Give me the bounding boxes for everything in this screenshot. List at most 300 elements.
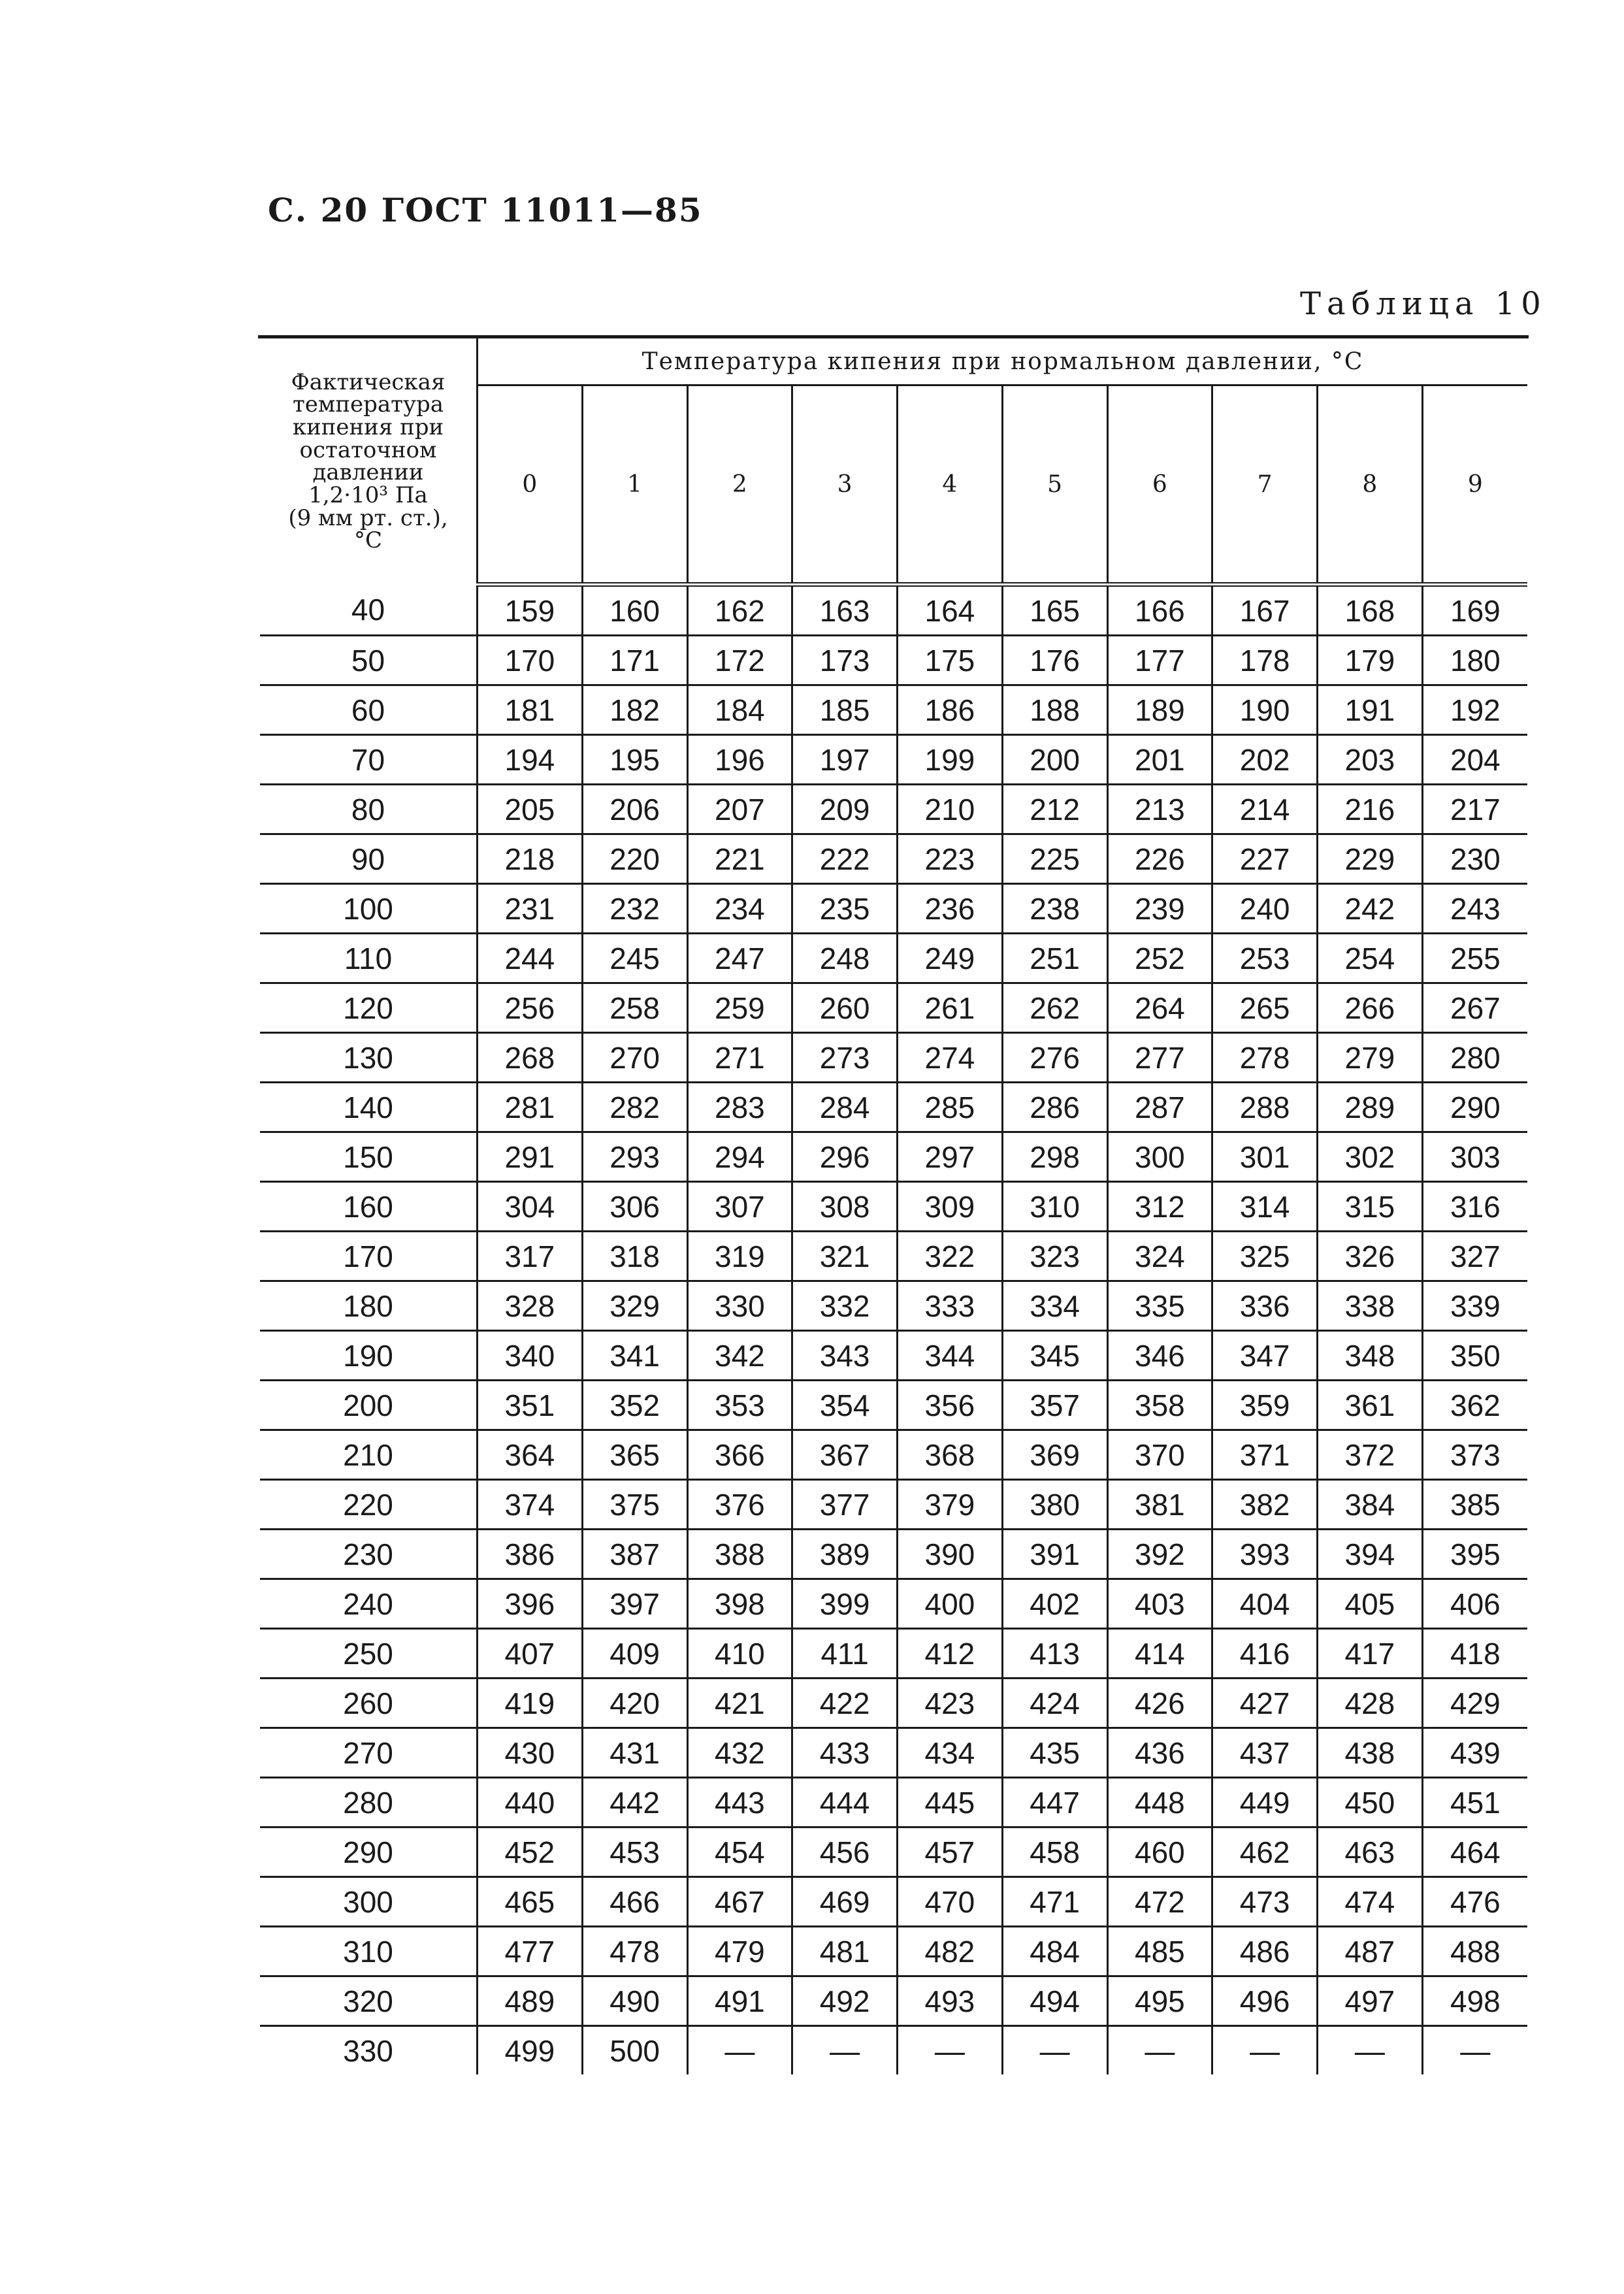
table-cell: 173: [792, 636, 898, 685]
table-row: [260, 1778, 1527, 1827]
row-label-cell: 120: [260, 983, 478, 1033]
table-cell: 374: [478, 1480, 583, 1530]
row-label-cell: 290: [260, 1827, 478, 1877]
table-cell: 351: [478, 1381, 583, 1430]
table-cell: 400: [898, 1579, 1003, 1629]
table-cell: 457: [898, 1827, 1003, 1877]
table-cell: 418: [1422, 1629, 1527, 1679]
table-cell: 304: [478, 1182, 583, 1232]
table-cell: 391: [1002, 1530, 1107, 1579]
table-cell: 249: [898, 934, 1003, 983]
table-cell: 486: [1212, 1927, 1318, 1976]
table-cell: 464: [1422, 1827, 1527, 1877]
table-cell: 373: [1422, 1430, 1527, 1480]
row-label-cell: 330: [260, 2026, 478, 2075]
table-row: [260, 1430, 1527, 1480]
table-cell: 213: [1107, 785, 1212, 834]
table-cell: —: [1002, 2026, 1107, 2075]
table-cell: 231: [478, 884, 583, 934]
table-cell: 166: [1107, 585, 1212, 636]
table-cell: 205: [478, 785, 583, 834]
table-row: [260, 934, 1527, 983]
table-cell: 368: [898, 1430, 1003, 1480]
table-cell: 197: [792, 735, 898, 785]
table-cell: 329: [582, 1281, 687, 1331]
table-cell: 416: [1212, 1629, 1318, 1679]
table-cell: 256: [478, 983, 583, 1033]
table-cell: 283: [687, 1083, 792, 1132]
table-cell: 176: [1002, 636, 1107, 685]
table-cell: 271: [687, 1033, 792, 1083]
table-cell: 220: [582, 834, 687, 884]
first-column-header-line: температура: [292, 391, 444, 418]
table-cell: 447: [1002, 1778, 1107, 1827]
table-cell: 382: [1212, 1480, 1318, 1530]
table-cell: 442: [582, 1778, 687, 1827]
table-cell: 203: [1318, 735, 1423, 785]
table-cell: 291: [478, 1132, 583, 1182]
table-row: [260, 983, 1527, 1033]
table-cell: 209: [792, 785, 898, 834]
table-cell: 240: [1212, 884, 1318, 934]
digit-header-4: 4: [898, 385, 1003, 585]
table-cell: 309: [898, 1182, 1003, 1232]
table-cell: 397: [582, 1579, 687, 1629]
table-cell: 488: [1422, 1927, 1527, 1976]
table-cell: 482: [898, 1927, 1003, 1976]
table-cell: 422: [792, 1679, 898, 1728]
table-cell: 348: [1318, 1331, 1423, 1381]
table-cell: 196: [687, 735, 792, 785]
table-row: [260, 884, 1527, 934]
table-cell: 364: [478, 1430, 583, 1480]
table-cell: 440: [478, 1778, 583, 1827]
table-cell: 192: [1422, 685, 1527, 735]
table-cell: 308: [792, 1182, 898, 1232]
table-cell: 238: [1002, 884, 1107, 934]
table-cell: 332: [792, 1281, 898, 1331]
table-cell: 340: [478, 1331, 583, 1381]
table-cell: 267: [1422, 983, 1527, 1033]
table-row: [260, 2026, 1527, 2075]
table-cell: 396: [478, 1579, 583, 1629]
table-cell: 478: [582, 1927, 687, 1976]
table-cell: 365: [582, 1430, 687, 1480]
table-cell: 479: [687, 1927, 792, 1976]
table-cell: 212: [1002, 785, 1107, 834]
table-cell: 390: [898, 1530, 1003, 1579]
table-cell: 434: [898, 1728, 1003, 1778]
table-cell: 431: [582, 1728, 687, 1778]
row-label-cell: 50: [260, 636, 478, 685]
table-cell: 160: [582, 585, 687, 636]
table-cell: 402: [1002, 1579, 1107, 1629]
table-cell: 392: [1107, 1530, 1212, 1579]
table-cell: 206: [582, 785, 687, 834]
first-column-header-line: 1,2·10³ Па: [308, 482, 428, 508]
table-cell: 243: [1422, 884, 1527, 934]
table-cell: 284: [792, 1083, 898, 1132]
table-cell: 232: [582, 884, 687, 934]
table-cell: 181: [478, 685, 583, 735]
table-row: [260, 1976, 1527, 2026]
table-row: [260, 1033, 1527, 1083]
table-cell: 333: [898, 1281, 1003, 1331]
table-cell: 286: [1002, 1083, 1107, 1132]
table-cell: 221: [687, 834, 792, 884]
table-cell: 445: [898, 1778, 1003, 1827]
table-cell: 410: [687, 1629, 792, 1679]
table-cell: 403: [1107, 1579, 1212, 1629]
table-row: [260, 1827, 1527, 1877]
first-column-header-line: Фактическая: [291, 369, 446, 395]
table-cell: 393: [1212, 1530, 1318, 1579]
table-cell: 226: [1107, 834, 1212, 884]
boiling-temperature-table: [260, 338, 1527, 2074]
table-cell: 182: [582, 685, 687, 735]
table-cell: 454: [687, 1827, 792, 1877]
table-cell: 414: [1107, 1629, 1212, 1679]
table-row: [260, 1331, 1527, 1381]
table-row: [260, 1629, 1527, 1679]
table-cell: 294: [687, 1132, 792, 1182]
digit-header-9: 9: [1422, 385, 1527, 585]
table-row: [260, 1232, 1527, 1281]
table-cell: 167: [1212, 585, 1318, 636]
table-cell: 435: [1002, 1728, 1107, 1778]
table-cell: 417: [1318, 1629, 1423, 1679]
table-cell: 285: [898, 1083, 1003, 1132]
table-row: [260, 1877, 1527, 1927]
table-row: [260, 636, 1527, 685]
table-cell: 379: [898, 1480, 1003, 1530]
table-cell: 298: [1002, 1132, 1107, 1182]
table-cell: 251: [1002, 934, 1107, 983]
table-cell: —: [898, 2026, 1003, 2075]
table-cell: 358: [1107, 1381, 1212, 1430]
table-cell: —: [1107, 2026, 1212, 2075]
table-cell: 247: [687, 934, 792, 983]
table-cell: 421: [687, 1679, 792, 1728]
table-cell: 497: [1318, 1976, 1423, 2026]
table-cell: 171: [582, 636, 687, 685]
row-label-cell: 280: [260, 1778, 478, 1827]
table-body: [260, 585, 1527, 2075]
table-cell: 466: [582, 1877, 687, 1927]
table-cell: 204: [1422, 735, 1527, 785]
table-cell: 388: [687, 1530, 792, 1579]
table-cell: 303: [1422, 1132, 1527, 1182]
row-label-cell: 150: [260, 1132, 478, 1182]
table-cell: 429: [1422, 1679, 1527, 1728]
table-cell: 282: [582, 1083, 687, 1132]
table-row: [260, 785, 1527, 834]
first-column-header-line: кипения при: [292, 414, 444, 440]
table-cell: 330: [687, 1281, 792, 1331]
table-cell: 264: [1107, 983, 1212, 1033]
table-cell: 279: [1318, 1033, 1423, 1083]
table-cell: 467: [687, 1877, 792, 1927]
table-cell: 260: [792, 983, 898, 1033]
table-cell: —: [1212, 2026, 1318, 2075]
row-label-cell: 320: [260, 1976, 478, 2026]
table-cell: 463: [1318, 1827, 1423, 1877]
table-cell: 317: [478, 1232, 583, 1281]
table-cell: 248: [792, 934, 898, 983]
first-column-header-line: остаточном: [299, 436, 437, 463]
table-cell: 227: [1212, 834, 1318, 884]
table-cell: 472: [1107, 1877, 1212, 1927]
table-cell: 207: [687, 785, 792, 834]
table-cell: 471: [1002, 1877, 1107, 1927]
table-cell: 200: [1002, 735, 1107, 785]
row-label-cell: 100: [260, 884, 478, 934]
table-cell: 179: [1318, 636, 1423, 685]
table-cell: 369: [1002, 1430, 1107, 1480]
table-row: [260, 1530, 1527, 1579]
table-cell: 194: [478, 735, 583, 785]
first-column-header: [260, 338, 478, 585]
table-cell: 255: [1422, 934, 1527, 983]
table-cell: 214: [1212, 785, 1318, 834]
table-cell: 361: [1318, 1381, 1423, 1430]
table-cell: 458: [1002, 1827, 1107, 1877]
table-cell: 389: [792, 1530, 898, 1579]
span-header: Температура кипения при нормальном давлении, °С: [478, 338, 1528, 385]
table-cell: 306: [582, 1182, 687, 1232]
table-cell: 307: [687, 1182, 792, 1232]
table-row: [260, 1132, 1527, 1182]
table-cell: 258: [582, 983, 687, 1033]
table-cell: 341: [582, 1331, 687, 1381]
table-cell: 327: [1422, 1232, 1527, 1281]
table-cell: 261: [898, 983, 1003, 1033]
table-cell: 325: [1212, 1232, 1318, 1281]
table-cell: 496: [1212, 1976, 1318, 2026]
table-cell: 236: [898, 884, 1003, 934]
table-cell: 367: [792, 1430, 898, 1480]
table-cell: 323: [1002, 1232, 1107, 1281]
table-cell: 424: [1002, 1679, 1107, 1728]
table-cell: 164: [898, 585, 1003, 636]
table-caption: Таблица 10: [1300, 286, 1547, 322]
table-cell: 375: [582, 1480, 687, 1530]
table-cell: 412: [898, 1629, 1003, 1679]
table-cell: 296: [792, 1132, 898, 1182]
table-cell: 426: [1107, 1679, 1212, 1728]
table-row: [260, 585, 1527, 636]
table-row: [260, 1927, 1527, 1976]
digit-header-5: 5: [1002, 385, 1107, 585]
page-header: С. 20 ГОСТ 11011—85: [268, 191, 703, 229]
table-cell: 469: [792, 1877, 898, 1927]
digit-header-1: 1: [582, 385, 687, 585]
table-cell: 276: [1002, 1033, 1107, 1083]
table-cell: 359: [1212, 1381, 1318, 1430]
table-cell: 404: [1212, 1579, 1318, 1629]
table-cell: 319: [687, 1232, 792, 1281]
table-cell: 185: [792, 685, 898, 735]
table-cell: 465: [478, 1877, 583, 1927]
table-cell: 357: [1002, 1381, 1107, 1430]
table-cell: 252: [1107, 934, 1212, 983]
table-cell: 352: [582, 1381, 687, 1430]
table-cell: 439: [1422, 1728, 1527, 1778]
table-cell: 399: [792, 1579, 898, 1629]
table-cell: 191: [1318, 685, 1423, 735]
table-cell: 230: [1422, 834, 1527, 884]
table-cell: 259: [687, 983, 792, 1033]
row-label-cell: 200: [260, 1381, 478, 1430]
table-cell: 266: [1318, 983, 1423, 1033]
table-cell: 239: [1107, 884, 1212, 934]
table-cell: 386: [478, 1530, 583, 1579]
table-cell: 280: [1422, 1033, 1527, 1083]
table-cell: 300: [1107, 1132, 1212, 1182]
row-label-cell: 110: [260, 934, 478, 983]
table-row: [260, 1083, 1527, 1132]
table-cell: 245: [582, 934, 687, 983]
table-cell: 381: [1107, 1480, 1212, 1530]
table-cell: 288: [1212, 1083, 1318, 1132]
table-cell: 427: [1212, 1679, 1318, 1728]
table-cell: 321: [792, 1232, 898, 1281]
row-label-cell: 180: [260, 1281, 478, 1331]
table-cell: 448: [1107, 1778, 1212, 1827]
table-cell: 491: [687, 1976, 792, 2026]
table-cell: 356: [898, 1381, 1003, 1430]
table-cell: 452: [478, 1827, 583, 1877]
table-cell: 189: [1107, 685, 1212, 735]
row-label-cell: 70: [260, 735, 478, 785]
table-row: [260, 1728, 1527, 1778]
row-label-cell: 270: [260, 1728, 478, 1778]
row-label-cell: 230: [260, 1530, 478, 1579]
table-cell: 216: [1318, 785, 1423, 834]
table-cell: 420: [582, 1679, 687, 1728]
table-cell: 297: [898, 1132, 1003, 1182]
table-cell: 353: [687, 1381, 792, 1430]
table-cell: 170: [478, 636, 583, 685]
table-cell: 342: [687, 1331, 792, 1381]
table-cell: 178: [1212, 636, 1318, 685]
table-cell: 406: [1422, 1579, 1527, 1629]
table-cell: 490: [582, 1976, 687, 2026]
table-cell: 177: [1107, 636, 1212, 685]
table-cell: 473: [1212, 1877, 1318, 1927]
table-cell: 411: [792, 1629, 898, 1679]
digit-header-6: 6: [1107, 385, 1212, 585]
table-cell: 172: [687, 636, 792, 685]
table-cell: 407: [478, 1629, 583, 1679]
table-cell: 343: [792, 1331, 898, 1381]
table-cell: 380: [1002, 1480, 1107, 1530]
row-label-cell: 80: [260, 785, 478, 834]
table-cell: 437: [1212, 1728, 1318, 1778]
table-cell: 354: [792, 1381, 898, 1430]
table-cell: 366: [687, 1430, 792, 1480]
table-cell: 287: [1107, 1083, 1212, 1132]
table-cell: 494: [1002, 1976, 1107, 2026]
table-cell: 201: [1107, 735, 1212, 785]
table-cell: 290: [1422, 1083, 1527, 1132]
table-cell: 301: [1212, 1132, 1318, 1182]
table-cell: 316: [1422, 1182, 1527, 1232]
table-row: [260, 1281, 1527, 1331]
table-cell: —: [792, 2026, 898, 2075]
table-cell: 423: [898, 1679, 1003, 1728]
table-cell: 385: [1422, 1480, 1527, 1530]
table-row: [260, 1182, 1527, 1232]
table-cell: —: [687, 2026, 792, 2075]
table-cell: 277: [1107, 1033, 1212, 1083]
table-cell: 474: [1318, 1877, 1423, 1927]
table-cell: 162: [687, 585, 792, 636]
digit-header-0: 0: [478, 385, 583, 585]
table-cell: 229: [1318, 834, 1423, 884]
table-cell: 244: [478, 934, 583, 983]
table-cell: 346: [1107, 1331, 1212, 1381]
table-cell: 234: [687, 884, 792, 934]
table-cell: 302: [1318, 1132, 1423, 1182]
row-label-cell: 170: [260, 1232, 478, 1281]
table-cell: 186: [898, 685, 1003, 735]
table-cell: 470: [898, 1877, 1003, 1927]
table-cell: 377: [792, 1480, 898, 1530]
table-cell: 222: [792, 834, 898, 884]
table-row: [260, 1679, 1527, 1728]
table-cell: 433: [792, 1728, 898, 1778]
table-cell: 165: [1002, 585, 1107, 636]
table-cell: 159: [478, 585, 583, 636]
table-cell: 476: [1422, 1877, 1527, 1927]
table-cell: 493: [898, 1976, 1003, 2026]
row-label-cell: 220: [260, 1480, 478, 1530]
table-cell: 453: [582, 1827, 687, 1877]
table-cell: 281: [478, 1083, 583, 1132]
table-cell: 345: [1002, 1331, 1107, 1381]
first-column-header-line: давлении: [312, 459, 424, 486]
table-row: [260, 735, 1527, 785]
table-cell: 384: [1318, 1480, 1423, 1530]
table-cell: 202: [1212, 735, 1318, 785]
table-cell: 210: [898, 785, 1003, 834]
table-cell: 339: [1422, 1281, 1527, 1331]
table-cell: 451: [1422, 1778, 1527, 1827]
row-label-cell: 190: [260, 1331, 478, 1381]
table-row: [260, 834, 1527, 884]
table-cell: 289: [1318, 1083, 1423, 1132]
table-cell: 450: [1318, 1778, 1423, 1827]
table-cell: 310: [1002, 1182, 1107, 1232]
table-cell: 328: [478, 1281, 583, 1331]
table-cell: 326: [1318, 1232, 1423, 1281]
table-cell: 218: [478, 834, 583, 884]
table-cell: 253: [1212, 934, 1318, 983]
table-cell: 344: [898, 1331, 1003, 1381]
table-cell: 395: [1422, 1530, 1527, 1579]
table-cell: 387: [582, 1530, 687, 1579]
table-cell: 438: [1318, 1728, 1423, 1778]
row-label-cell: 210: [260, 1430, 478, 1480]
table-cell: 315: [1318, 1182, 1423, 1232]
table-cell: 495: [1107, 1976, 1212, 2026]
table-cell: 278: [1212, 1033, 1318, 1083]
row-label-cell: 250: [260, 1629, 478, 1679]
table-cell: 322: [898, 1232, 1003, 1281]
table-cell: 262: [1002, 983, 1107, 1033]
table-cell: 199: [898, 735, 1003, 785]
